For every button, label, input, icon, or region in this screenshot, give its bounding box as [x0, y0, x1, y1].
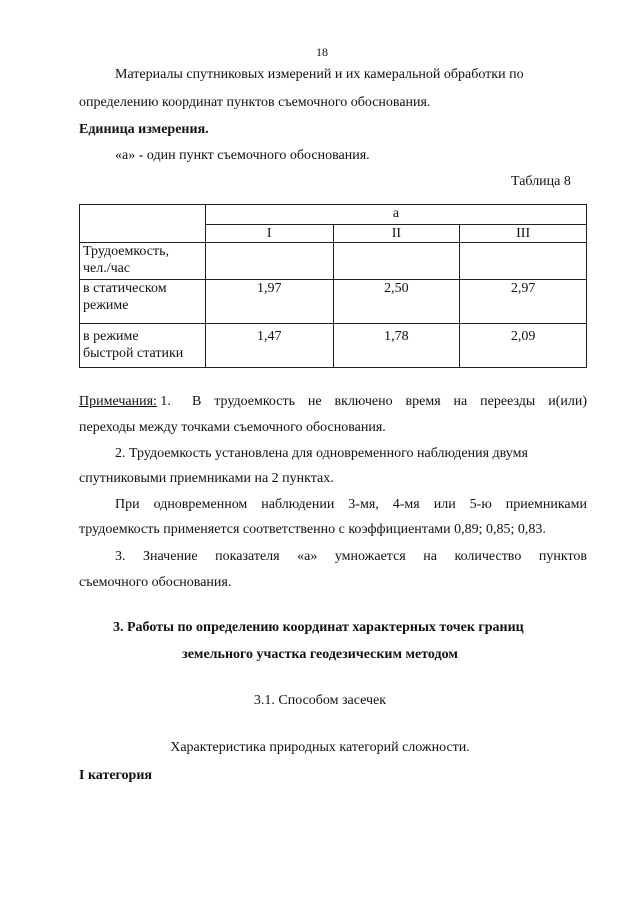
unit-definition: «а» - один пункт съемочного обоснования. — [115, 148, 370, 163]
category-heading: I категория — [79, 768, 152, 783]
notes-label: Примечания: — [79, 394, 157, 409]
section-title-line-2: земельного участка геодезическим методом — [182, 647, 458, 662]
note-1-number: 1. — [160, 394, 171, 409]
intro-line-1: Материалы спутниковых измерений и их камеральной обработки по — [115, 67, 524, 82]
table-row — [80, 280, 587, 324]
group-header: а — [205, 205, 586, 225]
table-cell: 2,09 — [460, 324, 587, 368]
section-title-line-1: 3. Работы по определению координат характерных точек границ — [113, 620, 524, 635]
note-1-line-1: В трудоемкость не включено время на переезды и(или) — [192, 394, 587, 409]
subsection-title: 3.1. Способом засечек — [253, 693, 387, 708]
col-header-1: I — [205, 225, 333, 243]
col-header-2: II — [333, 225, 460, 243]
table-cell: 2,97 — [460, 280, 587, 324]
note-2b-line-1: При одновременном наблюдении 3-мя, 4-мя или 5-ю приемниками — [115, 497, 587, 512]
note-2b-line-2: трудоемкость применяется соответственно с коэффициентами 0,89; 0,85; 0,83. — [79, 522, 546, 537]
table-cell: 1,78 — [333, 324, 460, 368]
characteristics-heading: Характеристика природных категорий сложности. — [170, 740, 470, 755]
note-2-line-2: спутниковыми приемниками на 2 пунктах. — [79, 471, 334, 486]
table-caption: Таблица 8 — [511, 174, 571, 189]
table-cell — [205, 243, 333, 280]
labor-table — [79, 204, 587, 368]
table-row — [80, 243, 587, 280]
table-cell: 1,47 — [205, 324, 333, 368]
note-3-line-2: съемочного обоснования. — [79, 575, 232, 590]
table-cell — [460, 243, 587, 280]
note-3-line-1: 3. Значение показателя «а» умножается на количество пунктов — [115, 549, 587, 564]
table-cell: 1,97 — [205, 280, 333, 324]
row-label: в режиме быстрой статики — [80, 324, 206, 368]
note-2-line-1: 2. Трудоемкость установлена для одновременного наблюдения двумя — [115, 446, 528, 461]
page-number: 18 — [316, 45, 328, 59]
table-row — [80, 324, 587, 368]
row-label: Трудоемкость, чел./час — [80, 243, 206, 280]
row-label: в статическом режиме — [80, 280, 206, 324]
note-1-line-2: переходы между точками съемочного обоснования. — [79, 420, 386, 435]
unit-heading: Единица измерения. — [79, 122, 209, 137]
table-cell: 2,50 — [333, 280, 460, 324]
table-cell — [333, 243, 460, 280]
col-header-3: III — [460, 225, 587, 243]
table-corner-cell — [80, 205, 206, 243]
intro-line-2: определению координат пунктов съемочного обоснования. — [79, 95, 431, 110]
